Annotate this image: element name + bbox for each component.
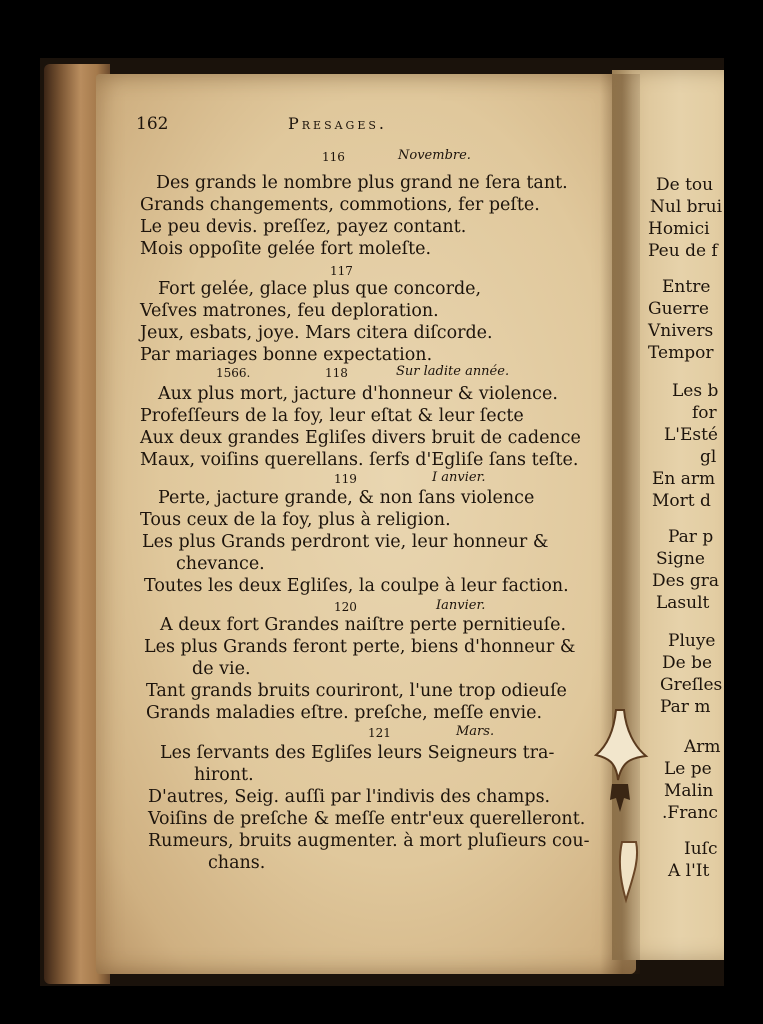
- quatrain-month: I anvier.: [432, 470, 486, 485]
- verse-line: Jeux, esbats, joye. Mars citera diſcorde.: [140, 323, 493, 343]
- right-page-line: Tempor: [648, 343, 714, 363]
- right-page-line: Mort d: [652, 491, 711, 511]
- verse-line: Rumeurs, bruits augmenter. à mort pluſieurs cou-: [148, 831, 590, 851]
- quatrain-month: Mars.: [456, 724, 495, 739]
- running-title: Presages.: [288, 114, 387, 133]
- right-page-line: Guerre: [648, 299, 709, 319]
- paper-damage-mark: [612, 836, 648, 906]
- page-number: 162: [136, 114, 169, 134]
- verse-line: A deux fort Grandes naiſtre perte pernitieuſe.: [160, 615, 567, 635]
- verse-line: Par mariages bonne expectation.: [140, 345, 433, 365]
- right-page-line: De tou: [656, 175, 714, 195]
- verse-line: Perte, jacture grande, & non ſans violence: [158, 488, 535, 508]
- verse-line: hiront.: [194, 765, 254, 785]
- paper-damage-mark: [586, 700, 656, 820]
- verse-line: de vie.: [192, 659, 251, 679]
- verse-line: Mois oppoſite gelée fort moleſte.: [140, 239, 432, 259]
- right-page-line: Greſles: [660, 675, 723, 695]
- quatrain-number: 118: [325, 366, 348, 380]
- right-page-line: Malin: [664, 781, 714, 801]
- page-header: [136, 114, 436, 138]
- right-page-line: Des gra: [652, 571, 719, 591]
- quatrain-number: 121: [368, 726, 391, 740]
- verse-line: Des grands le nombre plus grand ne ſera tant.: [156, 173, 568, 193]
- right-page-line: Iuſc: [684, 839, 718, 859]
- verse-line: Fort gelée, glace plus que concorde,: [158, 279, 482, 299]
- right-page-line: .Franc: [662, 803, 718, 823]
- verse-line: Les plus Grands feront perte, biens d'honneur &: [144, 637, 576, 657]
- quatrain-note: Sur ladite année.: [396, 364, 510, 379]
- right-page-line: Le pe: [664, 759, 712, 779]
- quatrain-month: Novembre.: [398, 148, 471, 163]
- right-page-line: for: [692, 403, 717, 423]
- verse-line: Voiſins de preſche & meſſe entr'eux querelleront.: [148, 809, 586, 829]
- verse-line: Les plus Grands perdront vie, leur honneur &: [142, 532, 549, 552]
- quatrain-number: 116: [322, 150, 345, 164]
- right-page-line: Arm: [684, 737, 721, 757]
- verse-line: Grands changements, commotions, fer peſte.: [140, 195, 540, 215]
- right-page-line: Nul brui: [650, 197, 723, 217]
- verse-line: Profeſſeurs de la foy, leur eſtat & leur ſecte: [140, 406, 524, 426]
- right-page-line: Lasult: [656, 593, 710, 613]
- right-page-line: gl: [700, 447, 717, 467]
- quatrain-year: 1566.: [216, 366, 251, 380]
- verse-line: Le peu devis. preſſez, payez contant.: [140, 217, 467, 237]
- quatrain-month: Ianvier.: [436, 598, 486, 613]
- right-page-line: L'Esté: [664, 425, 718, 445]
- verse-line: Aux plus mort, jacture d'honneur & violence.: [158, 384, 558, 404]
- verse-line: Toutes les deux Egliſes, la coulpe à leur faction.: [144, 576, 569, 596]
- right-page-line: Pluye: [668, 631, 716, 651]
- verse-line: chevance.: [176, 554, 265, 574]
- right-page-line: Peu de f: [648, 241, 718, 261]
- right-page-line: Signe: [656, 549, 705, 569]
- right-page-line: Par m: [660, 697, 711, 717]
- right-page-line: Par p: [668, 527, 714, 547]
- verse-line: D'autres, Seig. auſſi par l'indivis des champs.: [148, 787, 551, 807]
- right-page-line: A l'It: [668, 861, 710, 881]
- right-page-line: Les b: [672, 381, 719, 401]
- verse-line: Tous ceux de la foy, plus à religion.: [140, 510, 451, 530]
- verse-line: Tant grands bruits couriront, l'une trop odieuſe: [146, 681, 567, 701]
- verse-line: Grands maladies eſtre. preſche, meſſe envie.: [146, 703, 543, 723]
- quatrain-number: 117: [330, 264, 353, 278]
- verse-line: Aux deux grandes Egliſes divers bruit de cadence: [140, 428, 581, 448]
- verse-line: Maux, voiſins querellans. ſerfs d'Egliſe ſans teſte.: [140, 450, 579, 470]
- verse-line: chans.: [208, 853, 266, 873]
- right-page-line: Vnivers: [648, 321, 714, 341]
- verse-line: Veſves matrones, feu deploration.: [140, 301, 439, 321]
- right-page-line: Entre: [662, 277, 711, 297]
- right-page-line: En arm: [652, 469, 716, 489]
- quatrain-number: 119: [334, 472, 357, 486]
- quatrain-number: 120: [334, 600, 357, 614]
- verse-line: Les ſervants des Egliſes leurs Seigneurs tra-: [160, 743, 555, 763]
- right-page-line: De be: [662, 653, 713, 673]
- right-page-line: Homici: [648, 219, 710, 239]
